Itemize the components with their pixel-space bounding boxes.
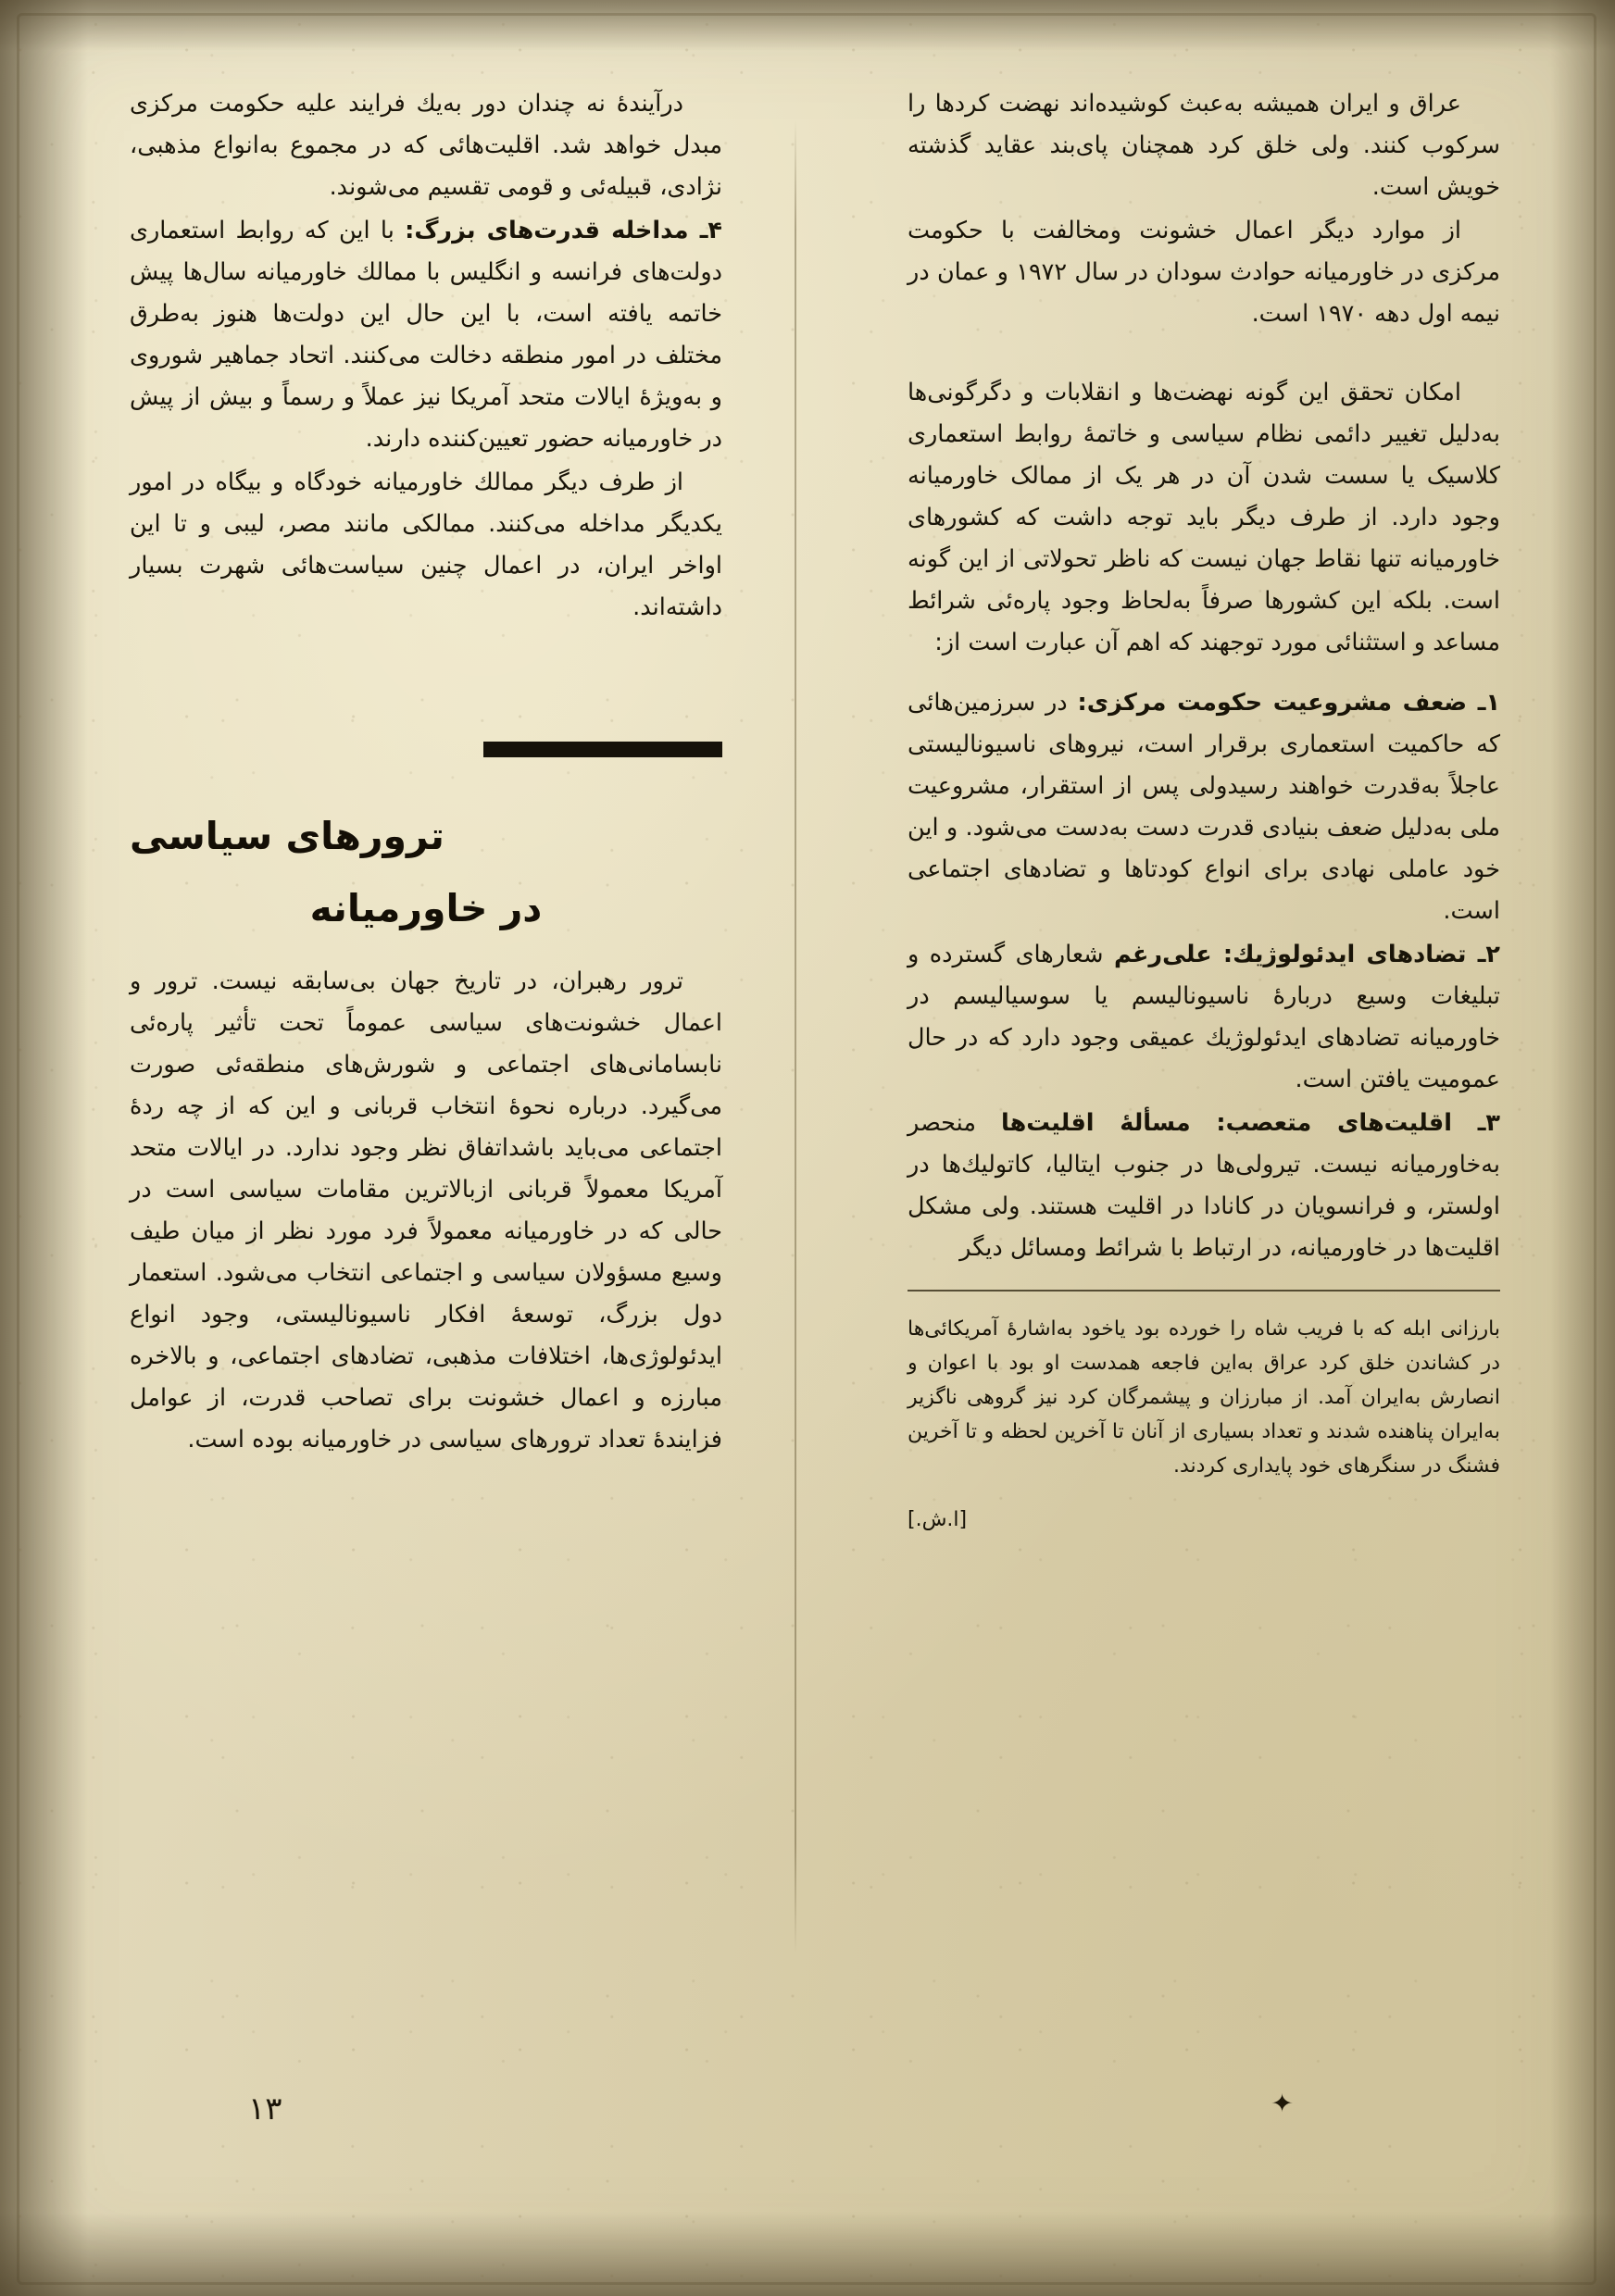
heading-rule [483, 742, 722, 757]
list-item-lead: ۱ـ ضعف مشروعیت حکومت مرکزی: [1077, 689, 1501, 717]
paragraph: عراق و ایران همیشه به‌عبث کوشیده‌اند نهضت کردها را سرکوب کنند. ولی خلق کرد همچنان پای‌بند عقاید گذشته خویش است. [908, 90, 1500, 201]
spacer [908, 666, 1500, 682]
paragraph: ترور رهبران، در تاریخ جهان بی‌سابقه نیست. ترور و اعمال خشونت‌های سیاسی عموماً تحت تأثیر پاره‌ئی نابسامانی‌های اجتماعی و شورش‌های منطقه‌ئی صورت می‌گیرد. درباره نحوهٔ انتخاب قربانی و این که از چه ردهٔ اجتماعی می‌باید باشد‌اتفاق نظر وجود ندارد. در ایالات متحد آمریکا معمولاً قربانی از‌بالاترین مقامات سیاسی است در حالی که در خاورمیانه معمولاً فرد مورد نظر از میان طیف وسیع مسؤولان سیاسی و اجتماعی انتخاب می‌شود. استعمار دول بزرگ، توسعهٔ افکار ناسیونالیستی، وجود انواع ایدئولوژی‌ها، اختلافات مذهبی، تضادهای اجتماعی، و بالاخره مبارزه و اعمال خشونت برای تصاحب قدرت، از عوامل فزایندهٔ تعداد ترورهای سیاسی در خاورمیانه بوده است. [130, 967, 722, 1454]
list-item [908, 1103, 1500, 1271]
spacer [130, 686, 722, 742]
list-item-text: در سرزمین‌هائی که حاکمیت استعماری برقرار است، نیروهای ناسیونالیستی عاجلاً به‌قدرت خواهند رسید‌ولی پس از استقرار، مشروعیت ملی به‌دلیل ضعف بنیادی قدرت دست به‌دست می‌شود. و این خود عاملی نهادی برای انواع کودتاها و تضادهای اجتماعی است. [908, 689, 1500, 925]
list-item [130, 210, 722, 462]
article-title-line1: ترورهای سیاسی [130, 814, 444, 858]
binding-shadow [0, 0, 88, 2296]
spacer [130, 944, 722, 961]
footnote-text: بارزانی ابله که با فریب شاه را خورده بود یا‌خود به‌اشارهٔ آمریکائی‌ها در کشاندن خلق کرد عراق به‌این فاجعه همدست او بود با اعوان و انصارش به‌ایران آمد. از مبارزان و پیشمرگان کرد نیز گروهی ناگزیر به‌ایران پناهنده شدند و تعداد بسیاری از آنان تا آخرین لحظه و تا آخرین فشنگ در سنگرهای خود پایداری کردند. [908, 1317, 1500, 1478]
list-item [908, 682, 1500, 934]
footnote-divider [908, 1290, 1500, 1292]
paragraph: درآیندهٔ نه چندان دور به‌یك فرایند علیه حکومت مرکزی مبدل خواهد شد. اقلیت‌هائی که در مجموع به‌انواع مذهبی، نژادی، قبیله‌ئی و قومی تقسیم می‌شوند. [130, 90, 722, 201]
paragraph: از موارد دیگر اعمال خشونت ومخالفت با حکومت مرکزی در خاورمیانه حوادث سودان در سال ۱۹۷۲ و عمان در نیمه اول دهه ۱۹۷۰ است. [908, 217, 1500, 328]
footnote-signature: [ا.ش.] [908, 1508, 968, 1531]
list-item-lead: ۴ـ مداخله قدرت‌های بزرگ: [405, 217, 722, 244]
list-item-lead: ۳ـ اقلیت‌های متعصب: مسألهٔ اقلیت‌ها [1001, 1109, 1500, 1137]
article-title-line2: در خاورمیانه [309, 886, 543, 930]
list-item-lead: ۲ـ تضادهای ایدئولوژیك: علی‌رغم [1113, 941, 1500, 968]
page-number: ۱۳ [248, 2090, 282, 2128]
list-item [908, 934, 1500, 1103]
column-left [130, 83, 722, 1463]
spacer [130, 630, 722, 686]
ornament-icon: ✦ [1271, 2089, 1295, 2119]
edge-shadow-top [0, 0, 1615, 51]
edge-shadow-bottom [0, 2213, 1615, 2296]
edge-shadow-right [1550, 0, 1615, 2296]
column-right [908, 83, 1500, 1557]
list-item-text: منحصر به‌خاورمیانه نیست. تیرولی‌ها در جنوب ایتالیا، کاتولیك‌ها در اولستر، و فرانسویان در کانادا در اقلیت هستند. ولی مشکل اقلیت‌ها در خاورمیانه، در ارتباط با شرائط ومسائل دیگر [908, 1109, 1500, 1262]
page-content [130, 83, 1500, 2166]
list-item-text: با این که روابط استعماری دولت‌های فرانسه و انگلیس با ممالك خاورمیانه سال‌ها پیش خاتمه یافته است، با این حال این دولت‌ها هنوز به‌طرق مختلف در امور منطقه دخالت می‌کنند. اتحاد جماهیر شوروی و به‌ویژهٔ ایالات متحد آمریکا نیز عملاً و رسماً و بیش از پیش در خاورمیانه حضور تعیین‌کننده دارند. [130, 217, 722, 453]
article-title [130, 800, 722, 944]
column-divider [795, 120, 796, 1953]
paragraph: امکان تحقق این گونه نهضت‌ها و انقلابات و دگرگونی‌ها به‌دلیل تغییر دائمی نظام سیاسی و خاتمهٔ روابط استعماری کلاسیک یا سست شدن آن در هر یک از ممالک خاورمیانه وجود دارد. از طرف دیگر باید توجه داشت که کشورهای خاورمیانه تنها نقاط جهان نیست که ناظر تحولاتی از این گونه است. بلکه این کشورها صرفاً به‌لحاظ وجود پاره‌ئی شرائط مساعد و استثنائی مورد توجهند که اهم آن عبارت است از: [908, 379, 1500, 656]
paragraph: از طرف دیگر ممالك خاورمیانه خودگاه و بیگاه در امور یکدیگر مداخله می‌کنند. ممالکی مانند مصر، لیبی و تا این اواخر ایران، در اعمال چنین سیاست‌هائی شهرت بسیار داشته‌اند. [130, 468, 722, 621]
list-item-text: شعارهای گسترده و تبلیغات وسیع دربارهٔ ناسیونالیسم یا سوسیالیسم در خاورمیانه تضادهای ایدئولوژیك عمیقی وجود دارد که در حال عمومیت یافتن است. [908, 941, 1500, 1093]
spacer [908, 337, 1500, 372]
